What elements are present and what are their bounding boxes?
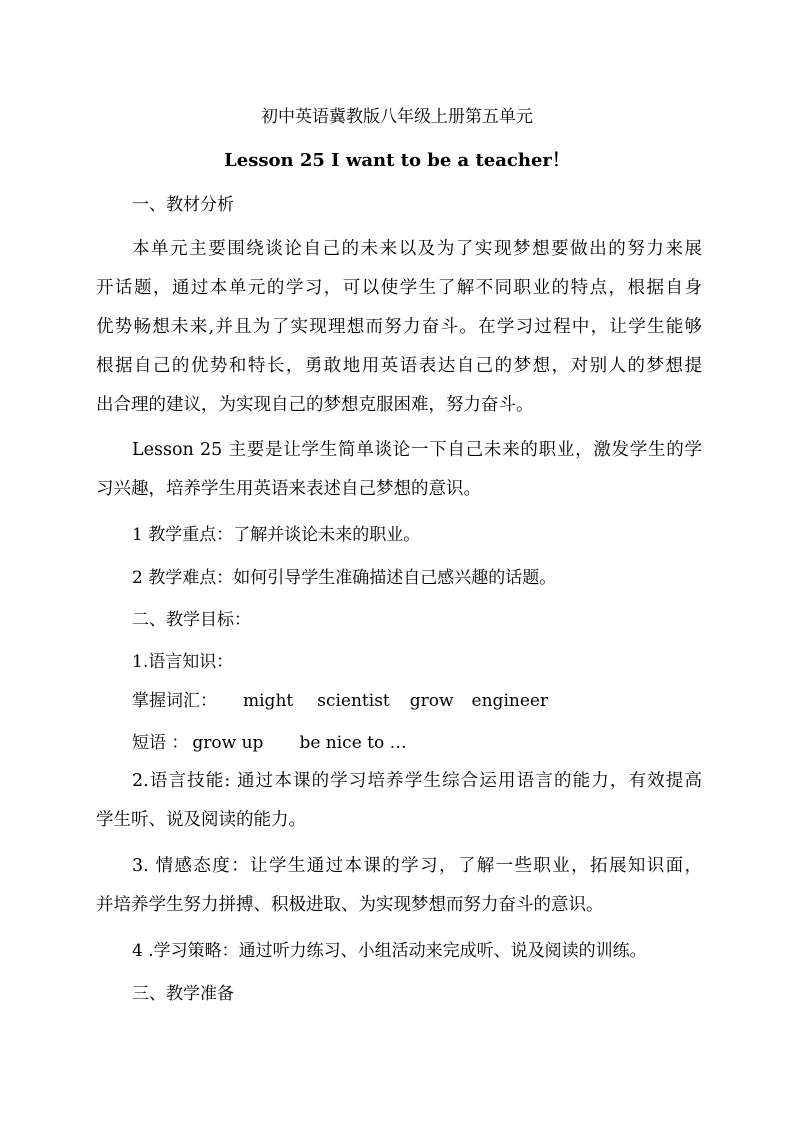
vocab-word: scientist	[317, 691, 390, 711]
analysis-paragraph	[96, 238, 702, 433]
language-knowledge-label: 1.语言知识：	[132, 652, 234, 672]
analysis-line-5: 出合理的建议，为实现自己的梦想克服困难，努力奋斗。	[96, 395, 534, 415]
lesson-title: Lesson 25 I want to be a teacher！	[224, 150, 570, 171]
analysis-line-3: 优势畅想未来,并且为了实现理想而努力奋斗。在学习过程中，让学生能够	[96, 317, 702, 337]
vocab-word: grow	[409, 691, 454, 711]
difficult-point: 2 教学难点：如何引导学生准确描述自己感兴趣的话题。	[132, 568, 557, 588]
lesson-summary-paragraph	[96, 439, 702, 517]
attitude-paragraph	[96, 855, 702, 933]
phrases-label: 短语 ：	[132, 733, 189, 753]
key-point: 1 教学重点：了解并谈论未来的职业。	[132, 525, 421, 545]
phrase-item: grow up	[192, 733, 264, 753]
section-heading-analysis: 一、教材分析	[132, 195, 234, 215]
language-skills-paragraph	[96, 770, 702, 848]
vocab-word: engineer	[471, 691, 549, 711]
learning-strategy: 4 .学习策略：通过听力练习、小组活动来完成听、说及阅读的训练。	[132, 941, 647, 961]
vocabulary-label: 掌握词汇：	[132, 691, 217, 711]
attitude-line-1: 3. 情感态度：让学生通过本课的学习，了解一些职业，拓展知识面，	[132, 856, 702, 876]
analysis-line-2: 开话题，通过本单元的学习，可以使学生了解不同职业的特点，根据自身	[96, 278, 702, 298]
section-heading-objectives: 二、教学目标：	[132, 610, 251, 630]
analysis-line-4: 根据自己的优势和特长，勇敢地用英语表达自己的梦想，对别人的梦想提	[96, 356, 702, 376]
analysis-line-1: 本单元主要围绕谈论自己的未来以及为了实现梦想要做出的努力来展	[132, 239, 702, 259]
vocabulary-line	[132, 690, 548, 712]
skills-line-2: 学生听、说及阅读的能力。	[96, 810, 306, 830]
lesson-summary-line-2: 习兴趣，培养学生用英语来表述自己梦想的意识。	[96, 479, 481, 499]
section-heading-preparation: 三、教学准备	[132, 984, 234, 1004]
vocab-word: might	[243, 691, 294, 711]
skills-line-1: 2.语言技能: 通过本课的学习培养学生综合运用语言的能力，有效提高	[132, 771, 702, 791]
phrases-line	[132, 732, 407, 754]
phrase-item: be nice to …	[299, 733, 407, 753]
attitude-line-2: 并培养学生努力拼搏、积极进取、为实现梦想而努力奋斗的意识。	[96, 895, 604, 915]
document-title: 初中英语冀教版八年级上册第五单元	[261, 107, 533, 127]
lesson-summary-line-1: Lesson 25 主要是让学生简单谈论一下自己未来的职业，激发学生的学	[132, 440, 702, 460]
